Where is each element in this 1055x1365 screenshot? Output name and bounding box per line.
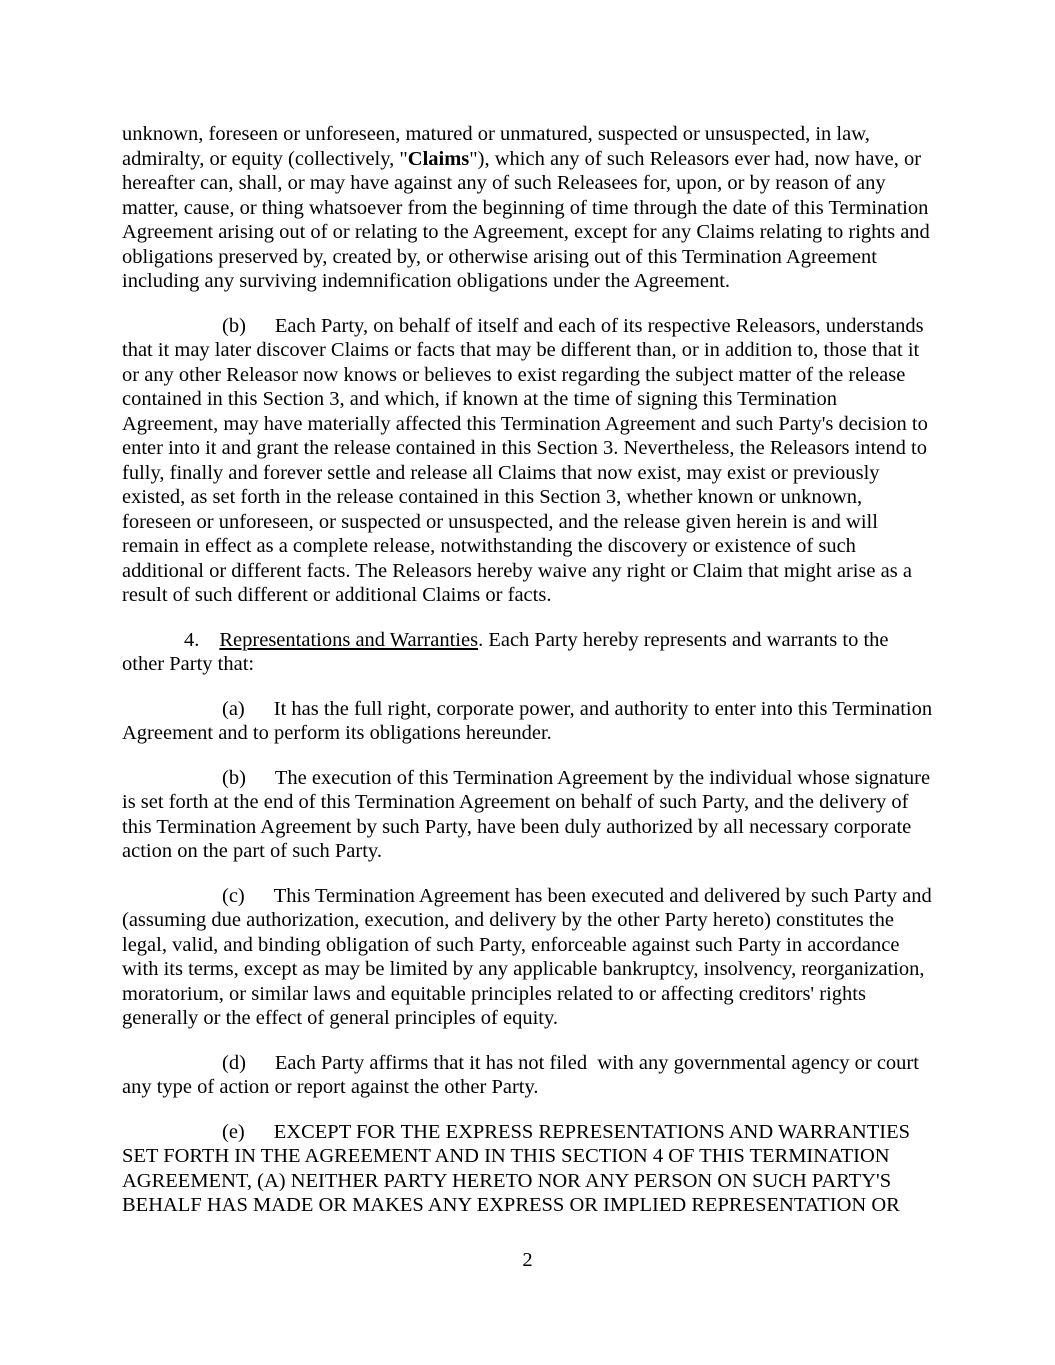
section-number: 4. — [184, 628, 200, 651]
clause-label: (b) — [222, 766, 246, 789]
paragraph-release-continuation — [122, 122, 934, 294]
paragraph-text: The execution of this Termination Agreement by the individual whose signature is set forth at the end of this Termination Agreement on behalf of such Party, and the delivery of this Termination Agreement by such Party, have been duly authorized by all necessary corporate action on the part of such Party. — [122, 766, 936, 862]
paragraph-text: . Each Party hereby represents and warrants to the other Party that: — [122, 628, 894, 675]
section-4-heading-paragraph — [122, 628, 934, 677]
paragraph-4d — [122, 1051, 934, 1100]
clause-label: (c) — [222, 884, 245, 907]
section-heading: Representations and Warranties — [219, 628, 479, 651]
paragraph-3b — [122, 314, 934, 608]
paragraph-text: This Termination Agreement has been executed and delivered by such Party and (assuming due authorization, execution, and delivery by the other Party hereto) constitutes the legal, valid, and binding obligation of such Party, enforceable against such Party in accordance with its terms, except as may be limited by any applicable bankruptcy, insolvency, reorganization, moratorium, or similar laws and equitable principles related to or affecting creditors' rights generally or the effect of general principles of equity. — [122, 884, 937, 1029]
document-body — [122, 122, 937, 1238]
paragraph-4b — [122, 766, 934, 864]
paragraph-text: "), which any of such Releasors ever had, now have, or hereafter can, shall, or may have against any of such Releasees for, upon, or by reason of any matter, cause, or thing whatsoever from the beginning of time through the date of this Termination Agreement arising out of or relating to the Agreement, except for any Claims relating to rights and obligations preserved by, created by, or otherwise arising out of this Termination Agreement including any surviving indemnification obligations under the Agreement. — [122, 147, 935, 292]
clause-label: (b) — [222, 314, 246, 337]
paragraph-4a — [122, 697, 937, 746]
paragraph-text: unknown, foreseen or unforeseen, matured or unmatured, suspected or unsuspected, in law, admiralty, or equity (collectively, " — [122, 123, 875, 170]
paragraph-4c — [122, 884, 937, 1031]
paragraph-text: Each Party, on behalf of itself and each of its respective Releasors, understands that it may later discover Claims or facts that may be different than, or in addition to, those that it or any other Releasor now knows or believes to exist regarding the subject matter of the release contained in this Section 3, and which, if known at the time of signing this Termination Agreement, may have materially affected this Termination Agreement and such Party's decision to enter into it and grant the release contained in this Section 3. Nevertheless, the Releasors intend to fully, finally and forever settle and release all Claims that now exist, may exist or previously existed, as set forth in the release contained in this Section 3, whether known or unknown, foreseen or unforeseen, or suspected or unsuspected, and the release given herein is and will remain in effect as a complete release, notwithstanding the discovery or existence of such additional or different facts. The Releasors hereby waive any right or Claim that might arise as a result of such different or additional Claims or facts. — [122, 314, 934, 606]
paragraph-text: EXCEPT FOR THE EXPRESS REPRESENTATIONS AND WARRANTIES SET FORTH IN THE AGREEMENT AND IN THIS SECTION 4 OF THIS TERMINATION AGREEMENT, (A) NEITHER PARTY HERETO NOR ANY PERSON ON SUCH PARTY'S BEHALF HAS MADE OR MAKES ANY EXPRESS OR IMPLIED REPRESENTATION OR — [122, 1120, 916, 1216]
page-number: 2 — [522, 1249, 533, 1271]
clause-label: (a) — [222, 697, 245, 720]
clause-label: (d) — [222, 1051, 246, 1074]
paragraph-text: It has the full right, corporate power, and authority to enter into this Termination Agreement and to perform its obligations hereunder. — [122, 697, 937, 744]
paragraph-4e — [122, 1120, 934, 1218]
defined-term-claims: Claims — [407, 147, 470, 170]
paragraph-text: Each Party affirms that it has not filed with any governmental agency or court any type of action or report against the other Party. — [122, 1051, 925, 1098]
clause-label: (e) — [222, 1120, 245, 1143]
